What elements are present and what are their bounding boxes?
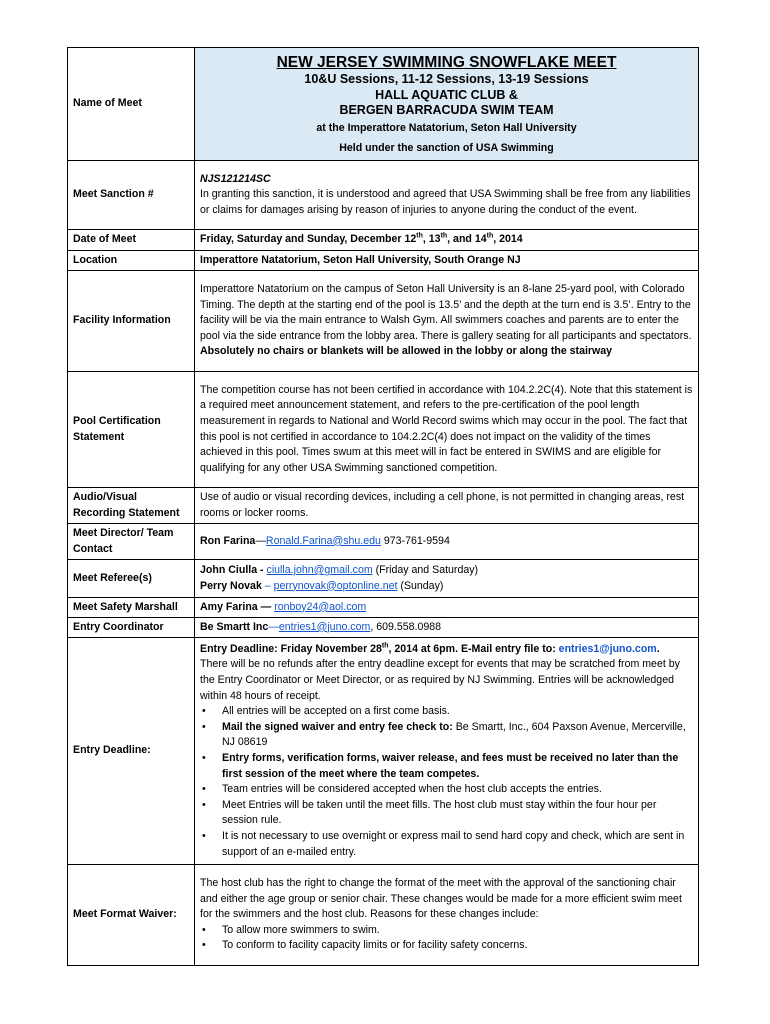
director-cell: Ron Farina—Ronald.Farina@shu.edu 973-761-9594 xyxy=(195,524,699,560)
host-club-2: BERGEN BARRACUDA SWIM TEAM xyxy=(339,103,554,118)
bullet-icon: • xyxy=(202,939,206,952)
entry-deadline-cell xyxy=(195,638,699,865)
safety-name: Amy Farina — xyxy=(200,600,275,613)
label-pool-cert: Pool Certification Statement xyxy=(68,372,195,488)
row-facility xyxy=(68,271,699,372)
label-format-waiver: Meet Format Waiver: xyxy=(68,865,195,966)
audio-text: Use of audio or visual recording devices, including a cell phone, is not permitted in changing areas, rest rooms or locker rooms. xyxy=(195,488,699,524)
safety-email-link[interactable]: ronboy24@aol.com xyxy=(274,600,367,613)
list-item: • To conform to facility capacity limits or for facility safety concerns. xyxy=(200,938,693,954)
sanction-cell xyxy=(195,161,699,230)
entry-coordinator-cell: Be Smartt Inc—entries1@juno.com, 609.558.0988 xyxy=(195,618,699,638)
label-name-of-meet: Name of Meet xyxy=(68,48,195,161)
list-item: • Entry forms, verification forms, waiver release, and fees must be received no later than the first session of the meet where the team competes. xyxy=(202,752,679,780)
director-phone: 973-761-9594 xyxy=(380,534,450,547)
row-location xyxy=(68,251,699,271)
referee-2-name: Perry Novak xyxy=(200,579,262,592)
list-item: • Mail the signed waiver and entry fee check to: Be Smartt, Inc., 604 Paxson Avenue, Mercerville, NJ 08619 xyxy=(202,720,686,749)
format-waiver-cell xyxy=(195,865,699,966)
label-entry-deadline: Entry Deadline: xyxy=(68,638,195,865)
list-item: • All entries will be accepted on a first come basis. xyxy=(200,704,693,720)
row-pool-cert xyxy=(68,372,699,488)
list-item: • To allow more swimmers to swim. xyxy=(200,923,693,939)
bullet-icon: • xyxy=(202,829,206,842)
sanction-line: Held under the sanction of USA Swimming xyxy=(339,141,554,154)
meet-sessions: 10&U Sessions, 11-12 Sessions, 13-19 Sessions xyxy=(304,72,589,87)
label-sanction: Meet Sanction # xyxy=(68,161,195,230)
bullet-icon: • xyxy=(202,752,206,764)
label-director: Meet Director/ Team Contact xyxy=(68,524,195,560)
safety-cell xyxy=(195,598,699,618)
bullet-icon: • xyxy=(202,783,206,796)
referee-1-email-link[interactable]: ciulla.john@gmail.com xyxy=(266,563,373,576)
meet-info-table xyxy=(67,47,699,966)
meet-title: NEW JERSEY SWIMMING SNOWFLAKE MEET xyxy=(276,54,617,72)
row-date xyxy=(68,230,699,251)
row-name-of-meet xyxy=(68,48,699,161)
row-sanction xyxy=(68,161,699,230)
location-value: Imperattore Natatorium, Seton Hall University, South Orange NJ xyxy=(195,251,699,271)
sanction-number: NJS121214SC xyxy=(200,172,271,185)
row-director xyxy=(68,524,699,560)
director-name: Ron Farina xyxy=(200,534,256,547)
row-entry-deadline xyxy=(68,638,699,865)
row-format-waiver xyxy=(68,865,699,966)
referee-2-email-link[interactable]: perrynovak@optonline.net xyxy=(273,579,398,592)
bullet-icon: • xyxy=(202,720,206,733)
format-waiver-text: The host club has the right to change the format of the meet with the approval of the sanctioning chair and either the age group or senior chair. These changes would be made for a more efficient swim meet for the swimmers and the host club. Reasons for these changes include: xyxy=(200,877,682,921)
label-location: Location xyxy=(68,251,195,271)
list-item: • It is not necessary to use overnight or express mail to send hard copy and check, which are sent in support of an e-mailed entry. xyxy=(202,829,685,858)
row-entry-coordinator xyxy=(68,618,699,638)
referee-1-name: John Ciulla - xyxy=(200,563,267,576)
meet-venue: at the Imperattore Natatorium, Seton Hall University xyxy=(316,121,577,134)
facility-text: Imperattore Natatorium on the campus of Seton Hall University is an 8-lane 25-yard pool, with Colorado Timing. The depth at the starting end of the pool is 13.5’ and the depth at the turn end is 3.5’. Entry to the facility will be via the main entrance to Walsh Gym. All swimmers coaches and parents are to enter the pool via the side entrance from the lobby area. There is gallery seating for all participants and spectators. xyxy=(200,283,692,342)
bullet-icon: • xyxy=(202,923,206,936)
meet-date: Friday, Saturday and Sunday, December 12th, 13th, and 14th, 2014 xyxy=(195,230,699,251)
format-reasons-list xyxy=(200,923,693,954)
label-safety: Meet Safety Marshall xyxy=(68,598,195,618)
entry-coordinator-name: Be Smartt Inc xyxy=(200,620,269,633)
entry-deadline-heading: Entry Deadline: Friday November 28th, 2014 at 6pm. E-Mail entry file to: entries1@juno.com. xyxy=(200,642,660,655)
label-audio: Audio/Visual Recording Statement xyxy=(68,488,195,524)
entry-deadline-intro: There will be no refunds after the entry deadline except for events that may be scratched from meet by the Entry Coordinator or Meet Director, or as required by NJ Swimming. Entries will be acknowledged within 48 hours of receipt. xyxy=(200,658,680,702)
entry-deadline-email[interactable]: entries1@juno.com xyxy=(558,642,657,655)
facility-cell xyxy=(195,271,699,372)
row-audio xyxy=(68,488,699,524)
label-entry-coordinator: Entry Coordinator xyxy=(68,618,195,638)
row-safety xyxy=(68,598,699,618)
referee-cell: John Ciulla - ciulla.john@gmail.com (Friday and Saturday) Perry Novak – perrynovak@optonline.net (Sunday) xyxy=(195,560,699,598)
label-referee: Meet Referee(s) xyxy=(68,560,195,598)
label-facility: Facility Information xyxy=(68,271,195,372)
pool-cert-text: The competition course has not been certified in accordance with 104.2.2C(4). Note that this statement is a required meet announcement statement, and refers to the pre-certification of the pool length measurement in regards to National and World Record swims which may occur in the pool. The fact that this pool is not certified in accordance to 104.2.2C(4) does not impact on the validity of the times achieved in this pool. Times swum at this meet will in fact be entered in SWIMS and are eligible for qualifying for any other USA Swimming sanctioned competition. xyxy=(195,372,699,488)
entry-rules-list xyxy=(200,704,693,860)
list-item: • Team entries will be considered accepted when the host club accepts the entries. xyxy=(200,782,693,798)
bullet-icon: • xyxy=(202,798,206,811)
facility-note: Absolutely no chairs or blankets will be allowed in the lobby or along the stairway xyxy=(200,345,613,358)
meet-header xyxy=(195,48,699,161)
sanction-text: In granting this sanction, it is understood and agreed that USA Swimming shall be free from any liabilities or claims for damages arising by reason of injuries to anyone during the conduct of the event. xyxy=(200,188,691,216)
entry-coordinator-email-link[interactable]: entries1@juno.com xyxy=(278,620,371,633)
row-referee xyxy=(68,560,699,598)
director-email-link[interactable]: Ronald.Farina@shu.edu xyxy=(265,534,381,547)
label-date: Date of Meet xyxy=(68,230,195,251)
bullet-icon: • xyxy=(202,705,206,718)
host-club-1: HALL AQUATIC CLUB & xyxy=(375,87,518,102)
list-item: • Meet Entries will be taken until the meet fills. The host club must stay within the four hour per session rule. xyxy=(202,798,657,827)
